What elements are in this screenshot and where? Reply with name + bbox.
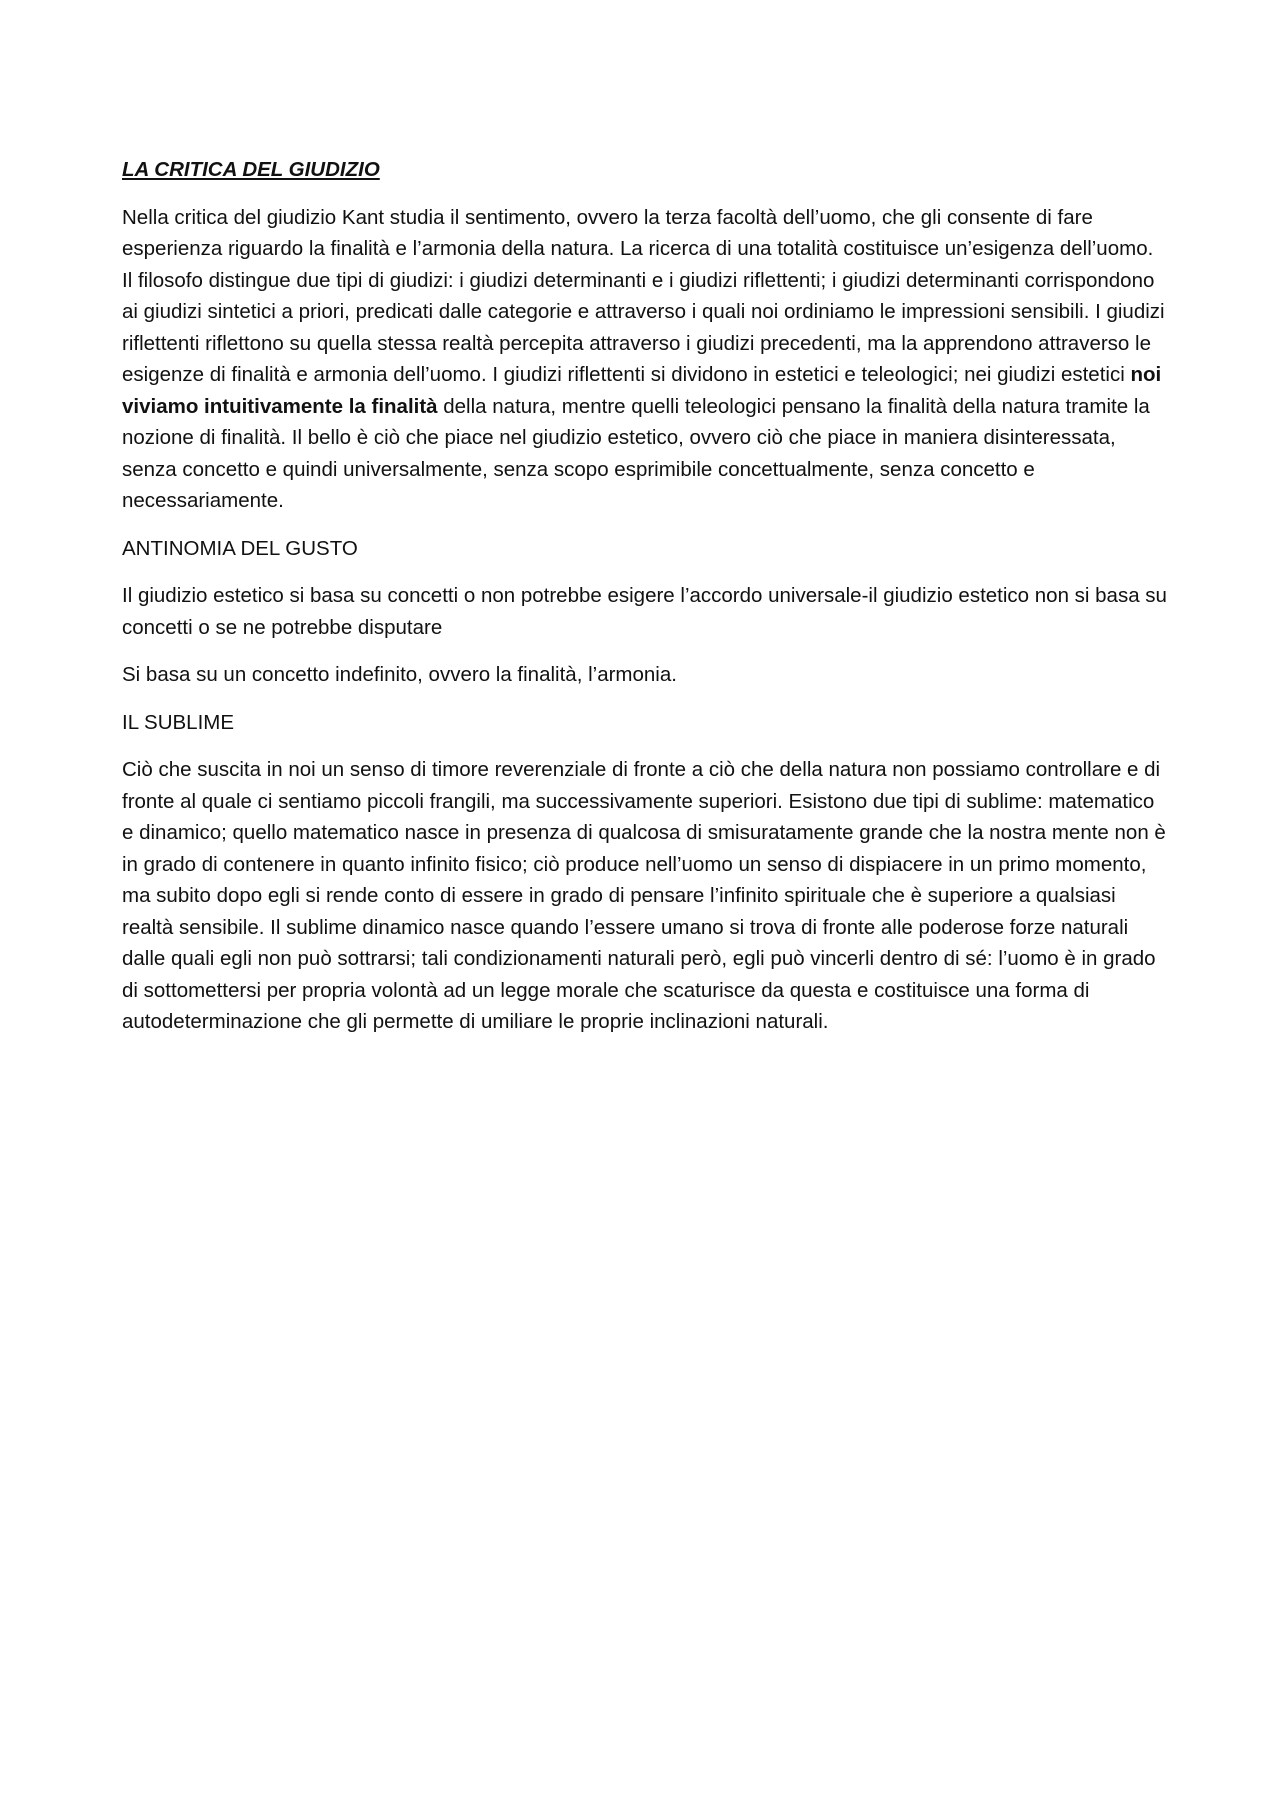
antinomy-heading: ANTINOMIA DEL GUSTO bbox=[122, 536, 358, 560]
intro-text-part1: Nella critica del giudizio Kant studia il sentimento, ovvero la terza facoltà dell’uomo, che gli consente di fare esperienza riguardo la finalità e l’armonia della natura. La ricerca di una totalità costituisce un’esigenza dell’uomo. Il filosofo distingue due tipi di giudizi: i giudizi determinanti e i giudizi riflettenti; i giudizi determinanti corrispondono ai giudizi sintetici a priori, predicati dalle categorie e attraverso i quali noi ordiniamo le impressioni sensibili. I giudizi riflettenti riflettono su quella stessa realtà percepita attraverso i giudizi precedenti, ma la apprendono attraverso le esigenze di finalità e armonia dell’uomo. I giudizi riflettenti si dividono in estetici e teleologici; nei giudizi estetici bbox=[122, 205, 1165, 386]
intro-bold-phrase: noi viviamo intuitivamente la finalità bbox=[122, 363, 1162, 418]
antinomy-resolution-paragraph: Si basa su un concetto indefinito, ovvero la finalità, l’armonia. bbox=[122, 663, 677, 686]
intro-text-part2: della natura, mentre quelli teleologici pensano la finalità della natura tramite la nozione di finalità. Il bello è ciò che piace nel giudizio estetico, ovvero ciò che piace in maniera disinteressata, senza concetto e quindi universalmente, senza scopo esprimibile concettualmente, senza concetto e necessariamente. bbox=[122, 394, 1150, 512]
intro-paragraph bbox=[122, 202, 1167, 517]
sublime-paragraph: Ciò che suscita in noi un senso di timore reverenziale di fronte a ciò che della natura non possiamo controllare e di fronte al quale ci sentiamo piccoli frangili, ma successivamente superiori. Esistono due tipi di sublime: matematico e dinamico; quello matematico nasce in presenza di qualcosa di smisuratamente grande che la nostra mente non è in grado di contenere in quanto infinito fisico; ciò produce nell’uomo un senso di dispiacere in un primo momento, ma subito dopo egli si rende conto di essere in grado di pensare l’infinito spirituale che è superiore a qualsiasi realtà sensibile. Il sublime dinamico nasce quando l’essere umano si trova di fronte alle poderose forze naturali dalle quali egli non può sottrarsi; tali condizionamenti naturali però, egli può vincerli dentro di sé: l’uomo è in grado di sottomettersi per propria volontà ad un legge morale che scaturisce da questa e costituisce una forma di autodeterminazione che gli permette di umiliare le proprie inclinazioni naturali. bbox=[122, 758, 1166, 1033]
document-page bbox=[122, 154, 1167, 1054]
document-title: LA CRITICA DEL GIUDIZIO bbox=[122, 158, 380, 181]
sublime-heading: IL SUBLIME bbox=[122, 710, 235, 734]
antinomy-paragraph: Il giudizio estetico si basa su concetti o non potrebbe esigere l’accordo universale-il giudizio estetico non si basa su concetti o se ne potrebbe disputare bbox=[122, 584, 1167, 639]
